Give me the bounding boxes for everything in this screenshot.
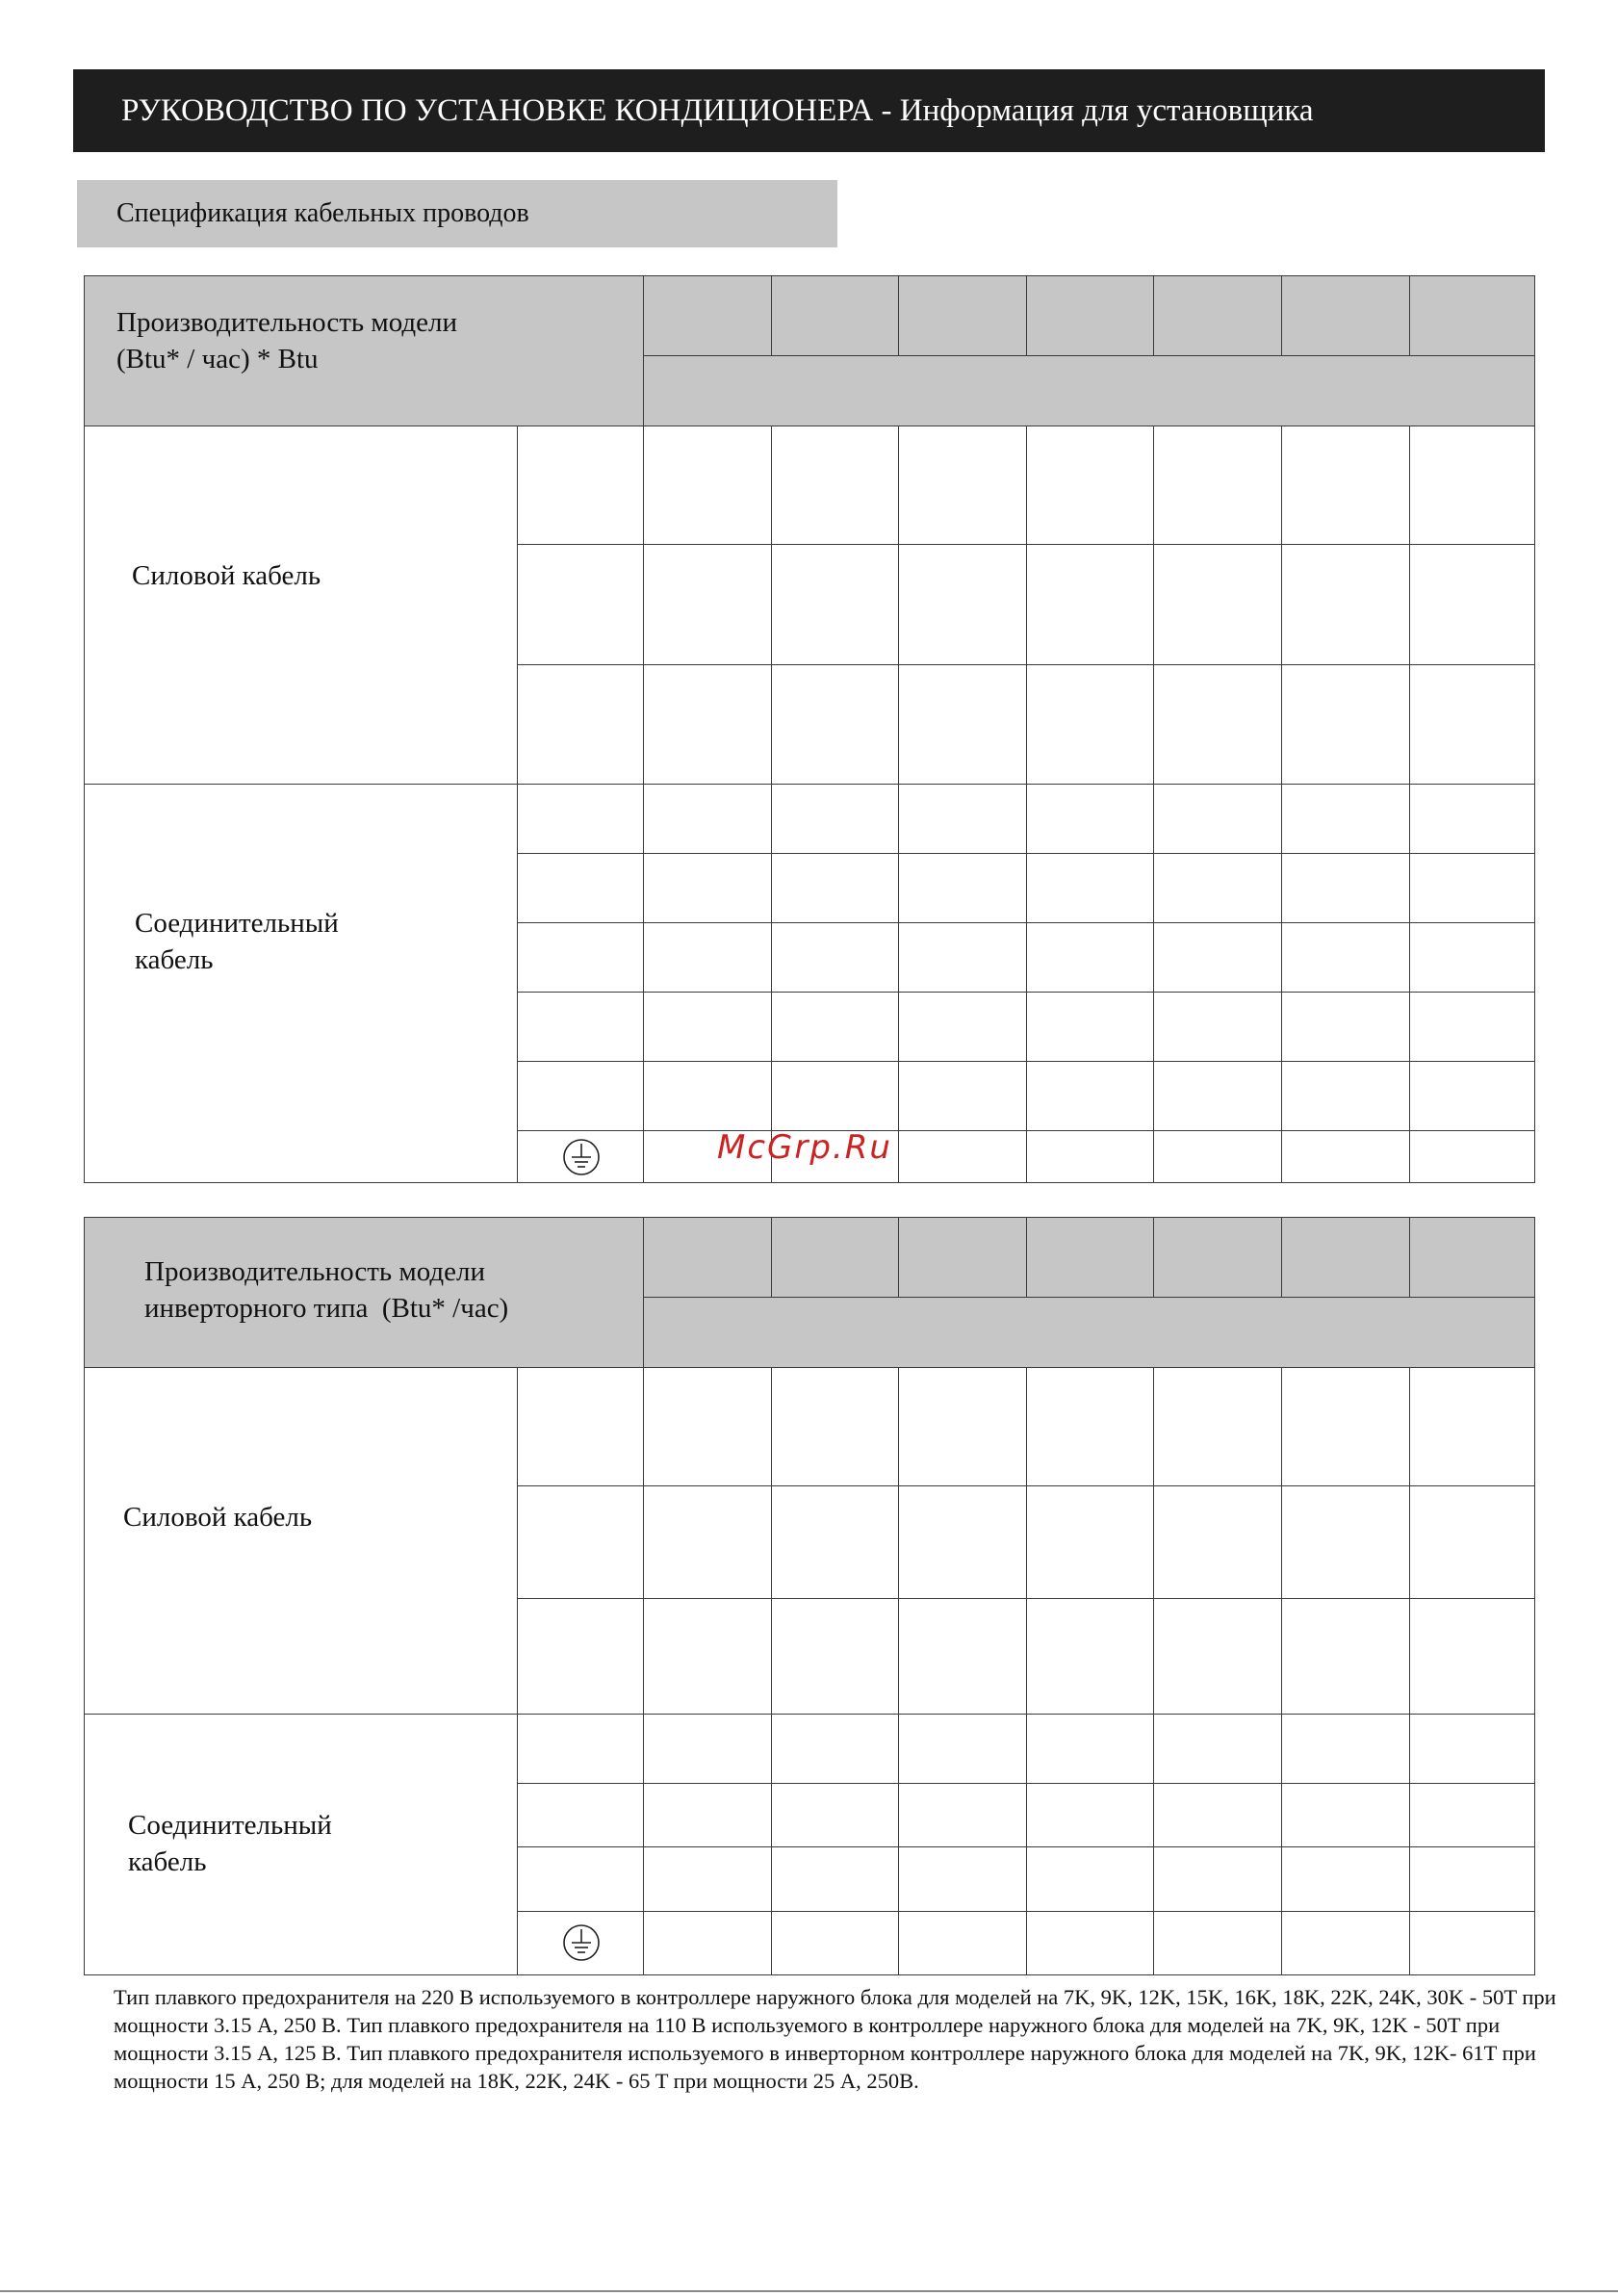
table2-connection-value-cell — [1281, 1714, 1409, 1783]
table2-connection-value-cell — [1026, 1911, 1153, 1975]
table1-connection-value-cell — [1281, 784, 1409, 853]
watermark: McGrp.Ru — [717, 1128, 892, 1167]
table1-connection-value-cell — [771, 1061, 898, 1130]
table1-connection-value-cell — [771, 853, 898, 922]
table1-connection-value-cell — [1409, 992, 1535, 1061]
table2-connection-value-cell — [771, 1783, 898, 1846]
table1-power-value-cell — [643, 664, 771, 784]
table1-connection-value-cell — [1026, 1061, 1153, 1130]
table2-connection-value-cell — [898, 1846, 1026, 1911]
table2-connection-value-cell — [1153, 1783, 1281, 1846]
table2-connection-value-cell — [1409, 1846, 1535, 1911]
bottom-rule — [0, 2290, 1618, 2292]
table1-connection-sub-cell — [517, 853, 643, 922]
table1-power-sub-cell — [517, 544, 643, 664]
table1-power-value-cell — [1409, 664, 1535, 784]
table1-connection-value-cell — [898, 853, 1026, 922]
table2-power-value-cell — [771, 1367, 898, 1485]
table1-power-value-cell — [1281, 426, 1409, 544]
table1-connection-sub-cell — [517, 992, 643, 1061]
table2-power-value-cell — [1153, 1485, 1281, 1598]
table1-connection-value-cell — [1409, 784, 1535, 853]
table2-connection-value-cell — [1026, 1714, 1153, 1783]
table1-connection-value-cell — [1026, 992, 1153, 1061]
table1-connection-value-cell — [898, 992, 1026, 1061]
table2-power-value-cell — [643, 1485, 771, 1598]
table2-connection-value-cell — [1026, 1846, 1153, 1911]
table2-power-value-cell — [1281, 1485, 1409, 1598]
table1-connection-value-cell — [643, 1061, 771, 1130]
table1-connection-value-cell — [643, 853, 771, 922]
table1-connection-value-cell — [1409, 922, 1535, 992]
table1-power-value-cell — [1409, 544, 1535, 664]
table1-connection-cable-label: Соединительный кабель — [135, 908, 339, 975]
table1-connection-sub-cell — [517, 1061, 643, 1130]
table1-connection-value-cell — [1281, 992, 1409, 1061]
table2-power-sub-cell — [517, 1485, 643, 1598]
table1-connection-value-cell — [1409, 853, 1535, 922]
table2-power-value-cell — [1281, 1598, 1409, 1714]
table2-power-cable-group — [84, 1367, 517, 1714]
table1-connection-value-cell — [1153, 1130, 1281, 1183]
table1-connection-value-cell — [1026, 922, 1153, 992]
table1-connection-value-cell — [643, 784, 771, 853]
table2-header-column-cell — [1153, 1217, 1281, 1297]
table1-connection-value-cell — [1281, 1061, 1409, 1130]
table1-power-value-cell — [771, 426, 898, 544]
table1-power-sub-cell — [517, 664, 643, 784]
table1-power-value-cell — [1281, 544, 1409, 664]
table2-header-column-cell — [898, 1217, 1026, 1297]
table2-connection-value-cell — [1281, 1911, 1409, 1975]
table1-connection-value-cell — [771, 992, 898, 1061]
table1-connection-value-cell — [771, 922, 898, 992]
table2-connection-sub-cell — [517, 1714, 643, 1783]
table2-power-value-cell — [898, 1598, 1026, 1714]
table2-connection-value-cell — [1153, 1911, 1281, 1975]
table1-connection-value-cell — [1281, 1130, 1409, 1183]
table1-header-column-cell — [898, 275, 1026, 355]
table2-connection-sub-cell — [517, 1846, 643, 1911]
table1-header-label: Производительность модели (Btu* / час) * Btu — [116, 307, 457, 374]
table2-connection-value-cell — [771, 1911, 898, 1975]
table2-connection-value-cell — [1281, 1783, 1409, 1846]
table1-connection-value-cell — [898, 1130, 1026, 1183]
table1-connection-value-cell — [1153, 784, 1281, 853]
table2-connection-value-cell — [1026, 1783, 1153, 1846]
table1-header-column-cell — [1281, 275, 1409, 355]
table2-power-value-cell — [1153, 1598, 1281, 1714]
table2-connection-value-cell — [1281, 1846, 1409, 1911]
table1-power-value-cell — [1026, 426, 1153, 544]
table2-header-label: Производительность модели инверторного типа (Btu* /час) — [144, 1256, 509, 1324]
table2-connection-value-cell — [1409, 1714, 1535, 1783]
table1-connection-value-cell — [1026, 1130, 1153, 1183]
table2-power-value-cell — [1409, 1598, 1535, 1714]
table2-connection-cable-label: Соединительный кабель — [128, 1810, 332, 1877]
ground-symbol-icon — [562, 1138, 601, 1176]
table2-power-value-cell — [1026, 1598, 1153, 1714]
table2-connection-sub-cell — [517, 1783, 643, 1846]
table2-connection-value-cell — [643, 1846, 771, 1911]
table1-power-value-cell — [1153, 664, 1281, 784]
table1-power-value-cell — [1026, 664, 1153, 784]
table2-power-value-cell — [771, 1485, 898, 1598]
table1-header-column-cell — [771, 275, 898, 355]
table1-connection-value-cell — [898, 784, 1026, 853]
table2-header-column-cell — [771, 1217, 898, 1297]
table1-power-value-cell — [898, 544, 1026, 664]
table2-power-value-cell — [898, 1485, 1026, 1598]
table1-power-cable-group — [84, 426, 517, 784]
table2-connection-value-cell — [771, 1846, 898, 1911]
table2-power-value-cell — [643, 1367, 771, 1485]
table1-connection-value-cell — [898, 922, 1026, 992]
table1-header-column-cell — [643, 275, 771, 355]
table2-connection-value-cell — [1409, 1783, 1535, 1846]
table1-power-value-cell — [771, 664, 898, 784]
table2-power-value-cell — [771, 1598, 898, 1714]
table2-power-value-cell — [1409, 1367, 1535, 1485]
table2-connection-value-cell — [643, 1783, 771, 1846]
table1-power-value-cell — [1409, 426, 1535, 544]
table2-connection-value-cell — [1409, 1911, 1535, 1975]
table1-connection-sub-cell — [517, 784, 643, 853]
section-title: Спецификация кабельных проводов — [116, 198, 529, 228]
fuse-footnote: Тип плавкого предохранителя на 220 В используемого в контроллере наружного блока для моделей на 7K, 9K, 12K, 15K, 16K, 18K, 22K, 24K, 30K - 50T при мощности 3.15 А, 250 В. Тип плавкого предохранителя на 110 В используемого в контроллере наружного блока для моделей на 7K, 9K, 12K - 50T при мощности 3.15 А, 125 В. Тип плавкого предохранителя используемого в инверторном контроллере наружного блока для моделей на 7K, 9K, 12K- 61T при мощности 15 А, 250 В; для моделей на 18K, 22K, 24K - 65 T при мощности 25 А, 250В. — [114, 1985, 1556, 2093]
table2-header-column-cell — [1281, 1217, 1409, 1297]
table2-power-value-cell — [643, 1598, 771, 1714]
table2-power-value-cell — [1026, 1367, 1153, 1485]
table1-connection-sub-cell — [517, 922, 643, 992]
table1-power-value-cell — [643, 426, 771, 544]
table1-power-value-cell — [643, 544, 771, 664]
table2-connection-value-cell — [643, 1911, 771, 1975]
table1-power-value-cell — [1153, 544, 1281, 664]
table1-power-value-cell — [898, 664, 1026, 784]
table2-connection-value-cell — [898, 1714, 1026, 1783]
table1-connection-value-cell — [898, 1061, 1026, 1130]
table2-header-merged-cell — [643, 1297, 1535, 1367]
table2-power-value-cell — [898, 1367, 1026, 1485]
table2-power-value-cell — [1153, 1367, 1281, 1485]
table1-connection-value-cell — [1026, 853, 1153, 922]
table1-header-column-cell — [1026, 275, 1153, 355]
table1-connection-value-cell — [1409, 1130, 1535, 1183]
table2-power-value-cell — [1281, 1367, 1409, 1485]
table2-header-column-cell — [643, 1217, 771, 1297]
table1-connection-value-cell — [1153, 1061, 1281, 1130]
table1-connection-value-cell — [1281, 922, 1409, 992]
table1-connection-value-cell — [1153, 922, 1281, 992]
table1-connection-value-cell — [1281, 853, 1409, 922]
table1-connection-cable-group — [84, 784, 517, 1183]
table1-connection-value-cell — [643, 992, 771, 1061]
table1-connection-value-cell — [1153, 992, 1281, 1061]
table1-header-column-cell — [1153, 275, 1281, 355]
table1-connection-value-cell — [771, 784, 898, 853]
table2-power-value-cell — [1026, 1485, 1153, 1598]
table2-power-sub-cell — [517, 1598, 643, 1714]
table2-connection-value-cell — [1153, 1714, 1281, 1783]
table1-power-value-cell — [1281, 664, 1409, 784]
table2-connection-value-cell — [1153, 1846, 1281, 1911]
table1-connection-value-cell — [1153, 853, 1281, 922]
ground-symbol-icon — [562, 1923, 601, 1962]
table2-power-sub-cell — [517, 1367, 643, 1485]
table2-header-column-cell — [1026, 1217, 1153, 1297]
table1-power-sub-cell — [517, 426, 643, 544]
table1-connection-value-cell — [1409, 1061, 1535, 1130]
table2-header-column-cell — [1409, 1217, 1535, 1297]
table1-connection-value-cell — [643, 922, 771, 992]
table2-connection-value-cell — [898, 1783, 1026, 1846]
table1-power-value-cell — [1026, 544, 1153, 664]
table1-power-value-cell — [898, 426, 1026, 544]
table1-power-value-cell — [1153, 426, 1281, 544]
table2-power-cable-label: Силовой кабель — [123, 1502, 313, 1533]
table1-power-cable-label: Силовой кабель — [132, 560, 321, 591]
table2-power-value-cell — [1409, 1485, 1535, 1598]
table1-connection-value-cell — [1026, 784, 1153, 853]
table1-power-value-cell — [771, 544, 898, 664]
table1-header-column-cell — [1409, 275, 1535, 355]
table2-connection-value-cell — [771, 1714, 898, 1783]
page-title: РУКОВОДСТВО ПО УСТАНОВКЕ КОНДИЦИОНЕРА - Информация для установщика — [121, 93, 1314, 128]
table1-header-merged-cell — [643, 355, 1535, 426]
table2-connection-value-cell — [643, 1714, 771, 1783]
table2-connection-value-cell — [898, 1911, 1026, 1975]
